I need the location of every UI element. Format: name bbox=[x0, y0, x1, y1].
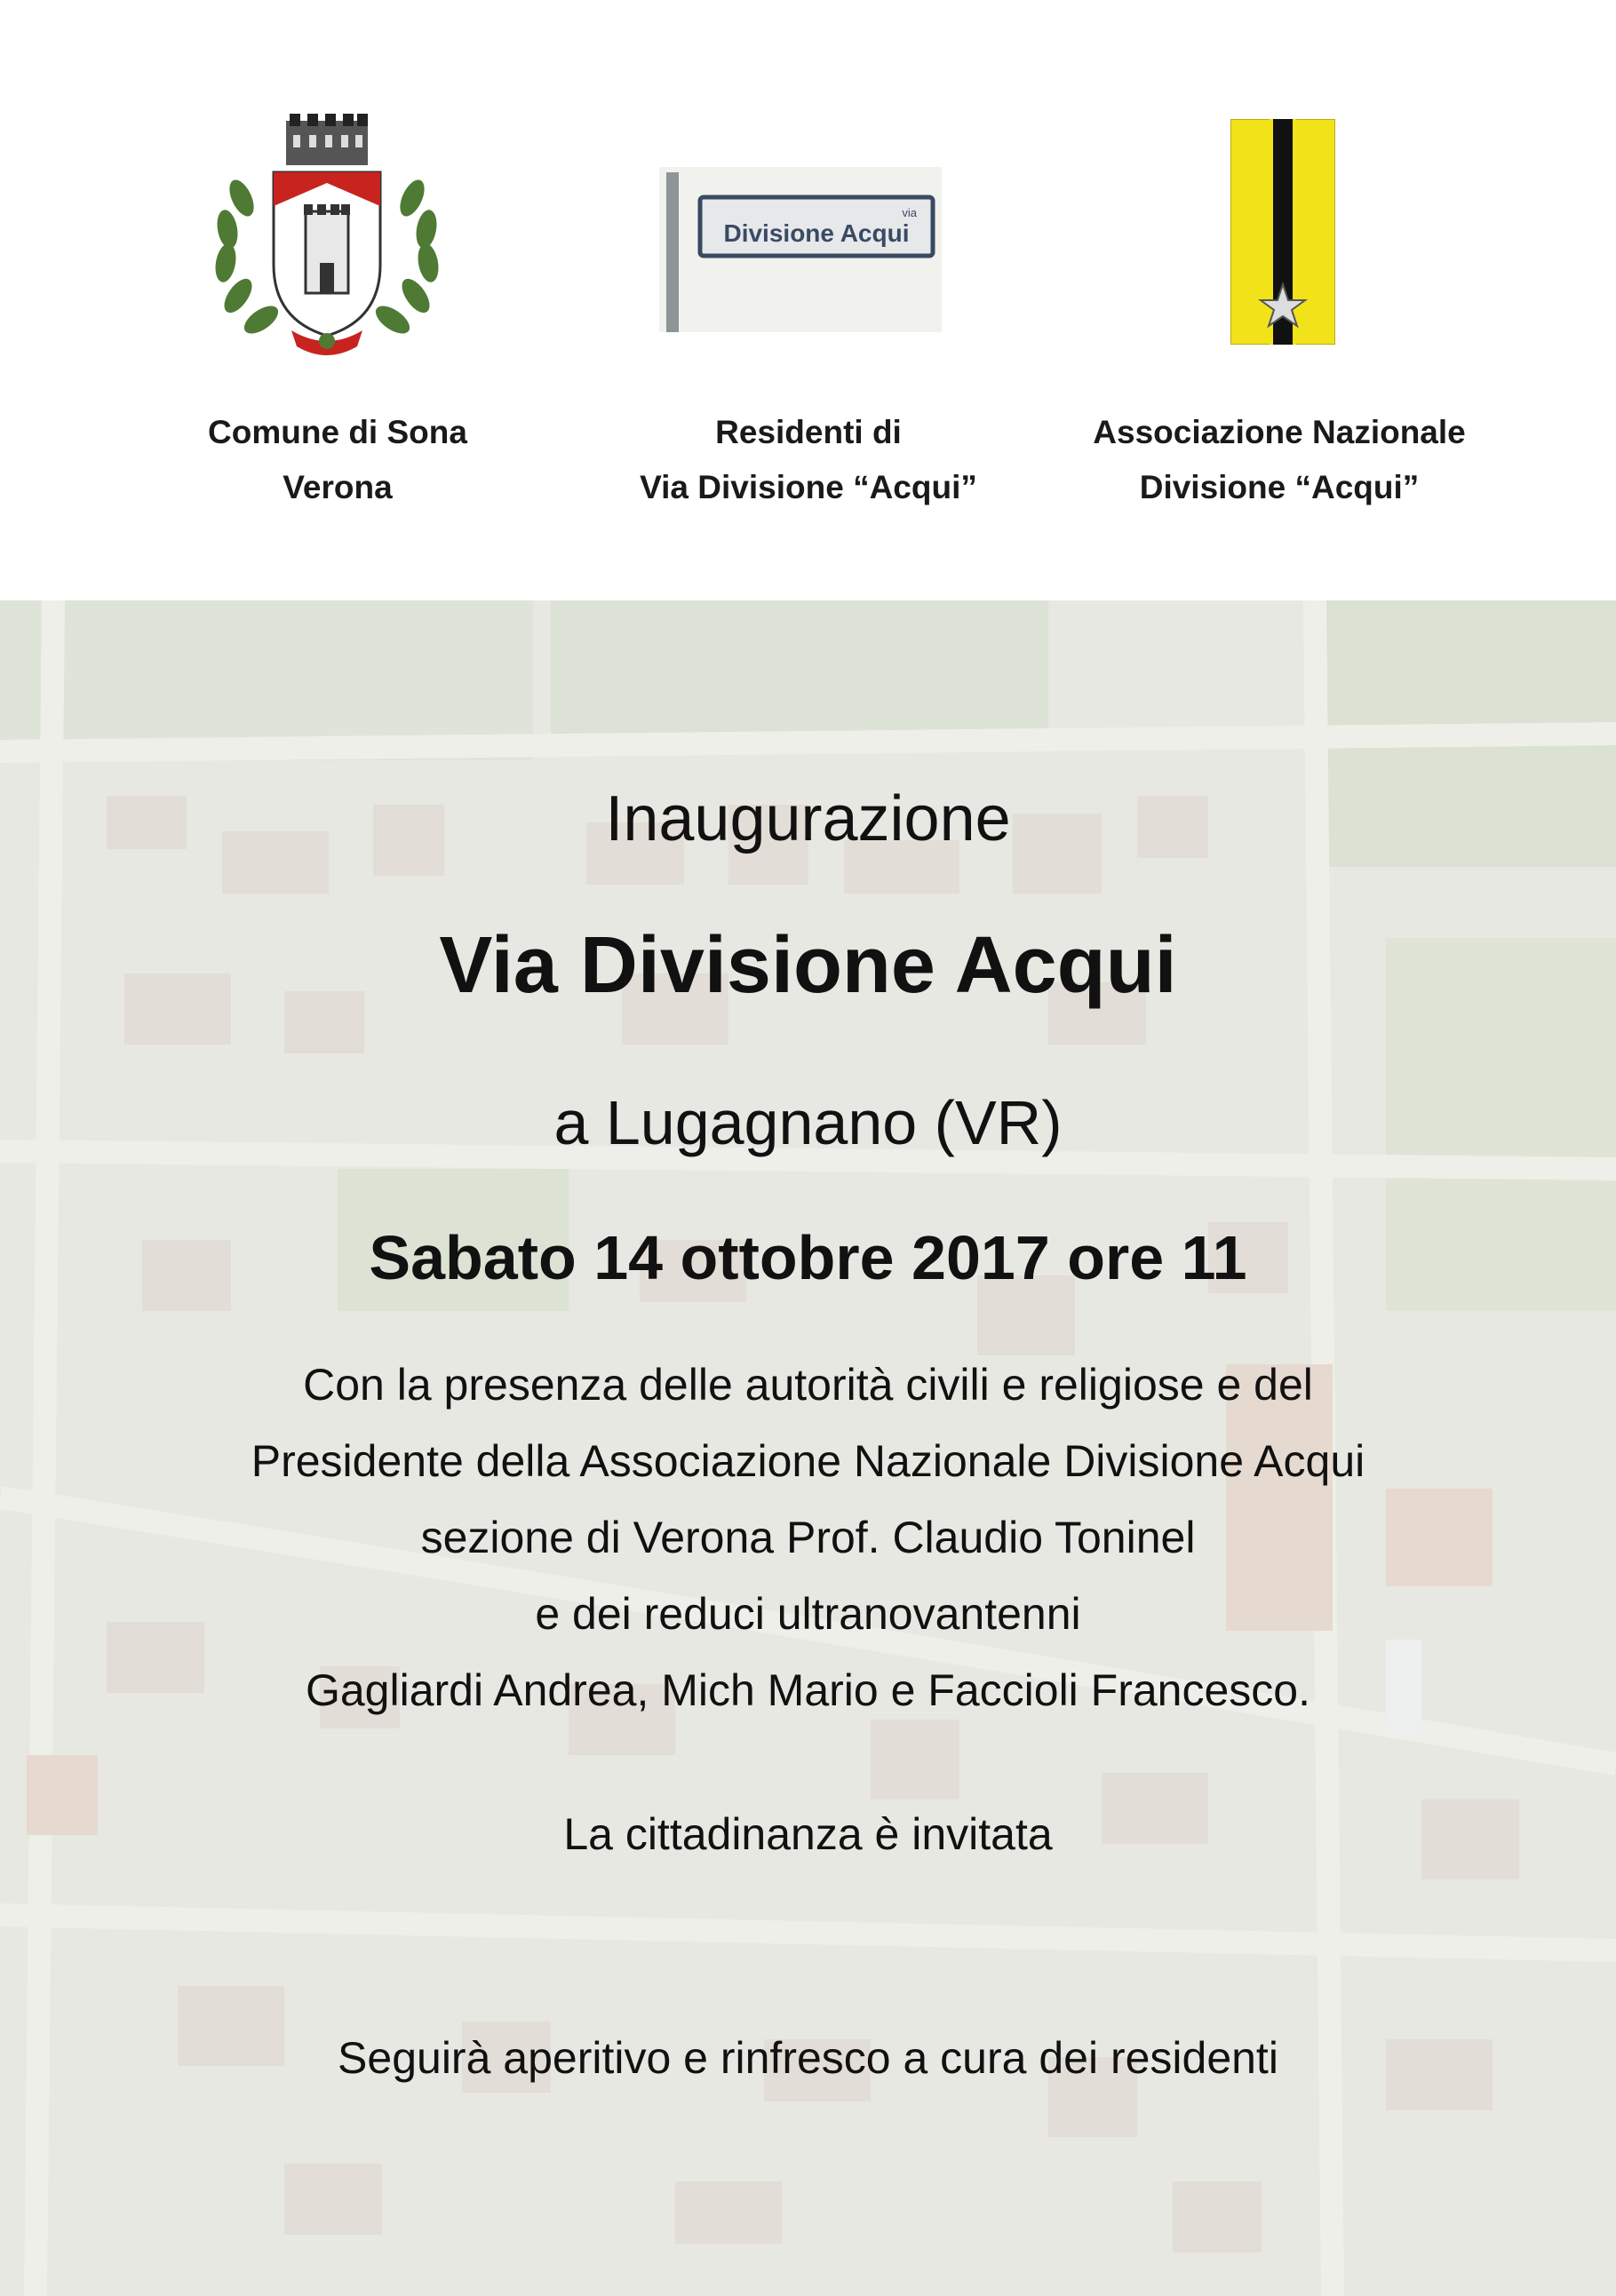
sign-small-text: via bbox=[902, 206, 917, 219]
body-line: Gagliardi Andrea, Mich Mario e Faccioli Francesco. bbox=[305, 1665, 1310, 1715]
sign-text: Divisione Acqui bbox=[723, 219, 910, 247]
caption-line: Comune di Sona bbox=[208, 414, 467, 450]
caption-line: Verona bbox=[283, 469, 393, 505]
invite-text: La cittadinanza è invitata bbox=[563, 1809, 1053, 1859]
intro-text: Inaugurazione bbox=[605, 783, 1011, 854]
caption-comune bbox=[169, 405, 506, 515]
body-line: Con la presenza delle autorità civili e religiose e del bbox=[303, 1360, 1313, 1410]
place-text: a Lugagnano (VR) bbox=[553, 1088, 1063, 1157]
street-sign-icon bbox=[659, 167, 942, 332]
caption-residenti bbox=[613, 405, 1004, 515]
caption-line: Associazione Nazionale bbox=[1093, 414, 1466, 450]
body-line: Presidente della Associazione Nazionale Divisione Acqui bbox=[251, 1436, 1365, 1486]
body-paragraph bbox=[0, 1347, 1616, 1728]
caption-associazione bbox=[1066, 405, 1493, 515]
body-line: sezione di Verona Prof. Claudio Toninel bbox=[420, 1513, 1196, 1562]
event-date: Sabato 14 ottobre 2017 ore 11 bbox=[369, 1223, 1247, 1292]
header bbox=[0, 0, 1616, 600]
caption-line: Residenti di bbox=[715, 414, 902, 450]
yellow-black-insignia-icon bbox=[1230, 119, 1335, 345]
caption-line: Divisione “Acqui” bbox=[1139, 469, 1420, 505]
closing-text: Seguirà aperitivo e rinfresco a cura dei residenti bbox=[338, 2033, 1278, 2083]
coat-of-arms-icon bbox=[206, 114, 448, 364]
announcement bbox=[0, 600, 1616, 2296]
street-title: Via Divisione Acqui bbox=[439, 921, 1177, 1010]
body-line: e dei reduci ultranovantenni bbox=[535, 1589, 1081, 1639]
caption-line: Via Divisione “Acqui” bbox=[640, 469, 977, 505]
